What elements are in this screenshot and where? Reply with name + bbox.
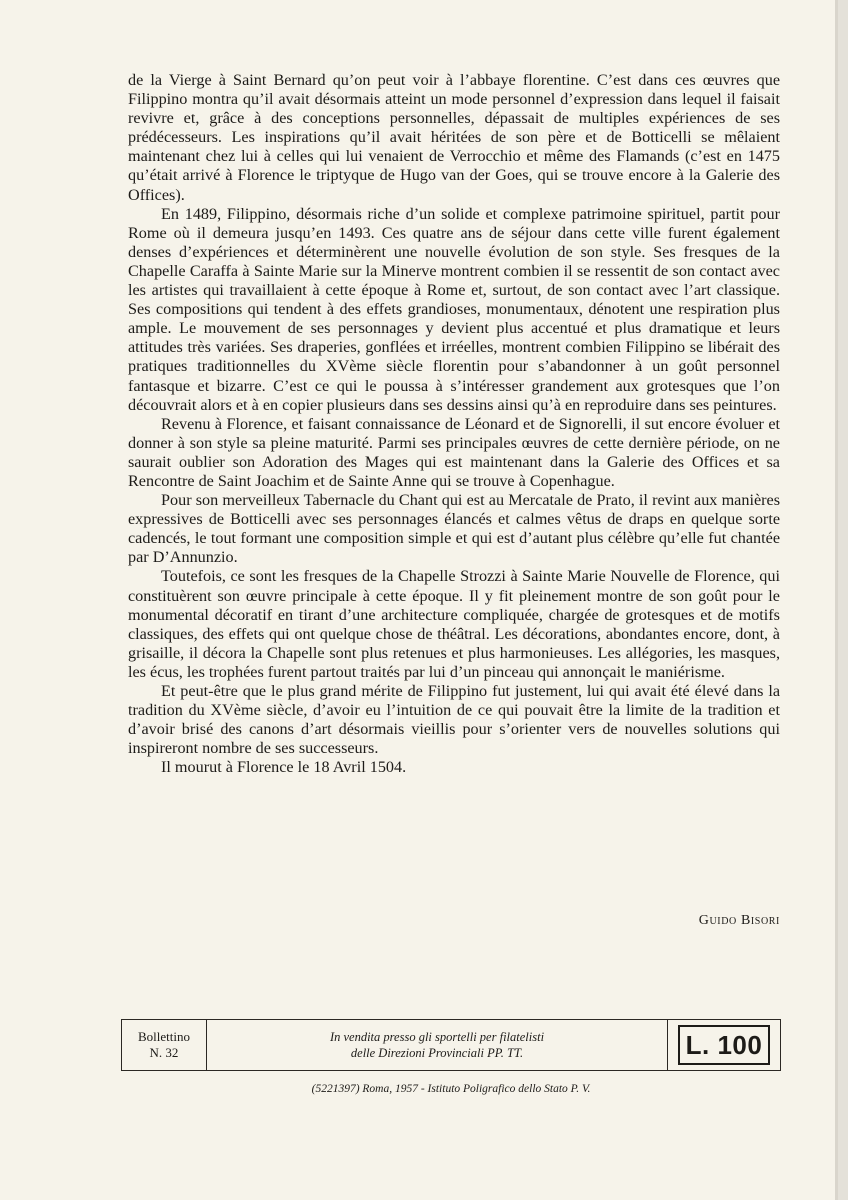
paragraph: de la Vierge à Saint Bernard qu’on peut voir à l’abbaye florentine. C’est dans ces œuvres que Filippino montra qu’il avait désormais atteint un mode personnel d’expression dans lequel il faisait revivre et, grâce à des conceptions personnelles, dépassait de multiples expériences de ses prédécesseurs. Les inspirations qu’il avait héritées de son père et de Botticelli se mêlaient maintenant chez lui à celles qui lui venaient de Verrocchio et même des Flamands (c’est en 1475 qu’était arrivé à Florence le triptyque de Hugo van der Goes, qui se trouve encore à la Galerie des Offices).: [128, 71, 780, 204]
sale-info-cell: [207, 1020, 668, 1070]
paragraph: Il mourut à Florence le 18 Avril 1504.: [161, 758, 407, 777]
article-body: [128, 71, 780, 777]
paragraph: Pour son merveilleux Tabernacle du Chant qui est au Mercatale de Prato, il revint aux manières expressives de Botticelli avec ses personnages élancés et calmes vêtus de draps en quelque sorte cadencés, le tout formant une composition simple et qui est d’autant plus célèbre qu’elle fut chantée par D’Annunzio.: [128, 491, 780, 567]
bulletin-cell: [122, 1020, 207, 1070]
sale-line-2: delle Direzioni Provinciali PP. TT.: [350, 1046, 524, 1060]
paragraph: Revenu à Florence, et faisant connaissance de Léonard et de Signorelli, il sut encore évoluer et donner à son style sa pleine maturité. Parmi ses principales œuvres de cette dernière période, on ne saurait oublier son Adoration des Mages qui est maintenant dans la Galerie des Offices et sa Rencontre de Saint Joachim et de Sainte Anne qui se trouve à Copenhague.: [128, 414, 780, 490]
paragraph: En 1489, Filippino, désormais riche d’un solide et complexe patrimoine spirituel, partit pour Rome où il demeura jusqu’en 1493. Ces quatre ans de séjour dans cette ville furent également denses d’expériences et déterminèrent une nouvelle évolution de son style. Ses fresques de la Chapelle Caraffa à Sainte Marie sur la Minerve montrent combien il se ressentit de son contact avec les artistes qui travaillaient à cette époque à Rome et, surtout, de son contact avec l’art classique. Ses compositions qui tendent à des effets grandioses, monumentaux, dénotent une respiration plus ample. Le mouvement de ses personnages y devient plus accentué et plus dramatique et leurs attitudes très variées. Ses draperies, gonflées et irréelles, montrent combien Filippino se libérait des pratiques traditionnelles du XVème siècle florentin pour s’abandonner à un goût personnel fantasque et bizarre. C’est ce qui le poussa à s’intéresser grandement aux grotesques que l’on découvrait alors et à en copier plusieurs dans ses dessins ainsi qu’à en reproduire dans ses peintures.: [128, 204, 780, 414]
bulletin-number: N. 32: [149, 1045, 179, 1060]
paragraph: Toutefois, ce sont les fresques de la Chapelle Strozzi à Sainte Marie Nouvelle de Florence, qui constituèrent son œuvre principale à cette époque. Il y fit pleinement montre de son goût pour le monumental décoratif en tirant d’une architecture compliquée, chargée de grotesques et de motifs classiques, des effets qui ont quelque chose de théâtral. Les décorations, abondantes encore, dont, à grisaille, il décora la Chapelle sont plus retenues et plus harmonieuses. Les allégories, les masques, les écus, les trophées furent partout traités par lui d’un pinceau qui annonçait le maniérisme.: [128, 567, 780, 681]
page-edge: [838, 0, 848, 1200]
author-signature: Guido Bisori: [698, 913, 780, 928]
price-cell: [668, 1020, 780, 1070]
paragraph: Et peut-être que le plus grand mérite de Filippino fut justement, lui qui avait été élevé dans la tradition du XVème siècle, d’avoir eu l’intuition de ce qui pouvait être la limite de la tradition et d’avoir brisé des canons d’art désormais vieillis pour s’orienter vers de nouvelles solutions qui inspireront nombre de ses successeurs.: [128, 682, 780, 758]
printer-imprint: (5221397) Roma, 1957 - Istituto Poligrafico dello Stato P. V.: [311, 1083, 591, 1095]
footer-box: [121, 1019, 781, 1071]
price-label: L. 100: [678, 1025, 770, 1065]
bulletin-label: Bollettino: [138, 1029, 190, 1044]
sale-line-1: In vendita presso gli sportelli per filatelisti: [329, 1030, 545, 1044]
